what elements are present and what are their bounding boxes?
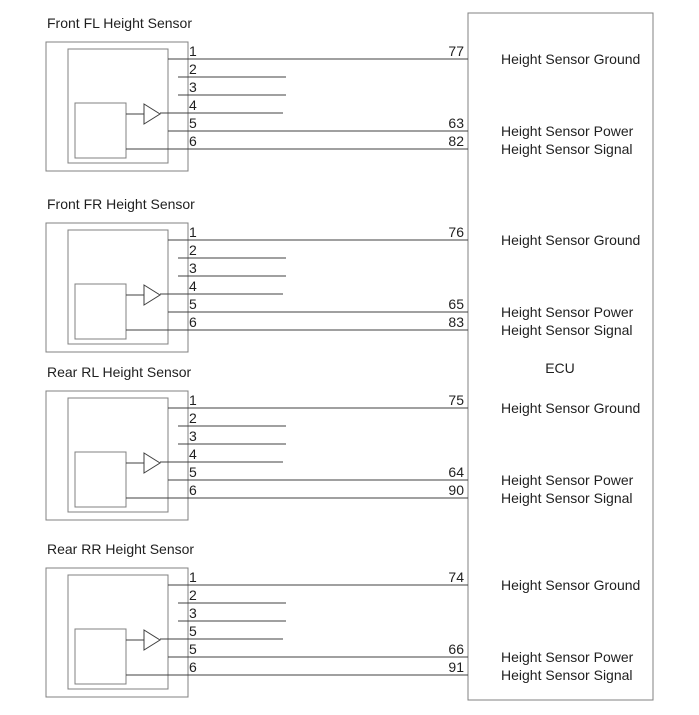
sensor-core-box: [75, 284, 126, 339]
ecu-terminal-label-ground: Height Sensor Ground: [501, 51, 641, 67]
sensor-pin-number: 3: [189, 79, 197, 95]
sensor-pin-number: 5: [189, 623, 197, 639]
sensor-pin-number: 5: [189, 641, 197, 657]
buffer-triangle-icon: [144, 285, 160, 305]
ecu-box: [468, 13, 653, 700]
ecu-terminal-label-power: Height Sensor Power: [501, 123, 634, 139]
ecu-pin-number-power: 65: [448, 296, 464, 312]
sensor-pin-number: 6: [189, 314, 197, 330]
sensor-block-front-fr-height-sensor: [46, 196, 640, 352]
sensor-title: Front FR Height Sensor: [47, 196, 195, 212]
sensor-pin-number: 1: [189, 569, 197, 585]
buffer-triangle-icon: [144, 630, 160, 650]
ecu-terminal-label-signal: Height Sensor Signal: [501, 322, 633, 338]
sensor-pin-number: 5: [189, 296, 197, 312]
sensor-pin-number: 6: [189, 482, 197, 498]
sensor-pin-number: 4: [189, 446, 197, 462]
ecu-pin-number-signal: 90: [448, 482, 464, 498]
ecu-pin-number-signal: 83: [448, 314, 464, 330]
sensor-title: Front FL Height Sensor: [47, 15, 192, 31]
sensor-pin-number: 2: [189, 242, 197, 258]
ecu-pin-number-power: 64: [448, 464, 464, 480]
ecu-pin-number-ground: 77: [448, 43, 464, 59]
sensor-block-rear-rr-height-sensor: [46, 541, 640, 697]
ecu-terminal-label-power: Height Sensor Power: [501, 649, 634, 665]
buffer-triangle-icon: [144, 453, 160, 473]
sensor-pin-number: 4: [189, 278, 197, 294]
sensor-outer-box: [46, 568, 188, 697]
sensor-inner-box: [68, 49, 168, 163]
ecu-pin-number-ground: 75: [448, 392, 464, 408]
ecu-pin-number-ground: 74: [448, 569, 464, 585]
sensor-outer-box: [46, 391, 188, 520]
sensor-outer-box: [46, 223, 188, 352]
ecu-terminal-label-power: Height Sensor Power: [501, 472, 634, 488]
buffer-triangle-icon: [144, 104, 160, 124]
sensor-pin-number: 3: [189, 605, 197, 621]
sensor-pin-number: 6: [189, 659, 197, 675]
sensor-inner-box: [68, 230, 168, 344]
sensor-core-box: [75, 629, 126, 684]
ecu-pin-number-power: 63: [448, 115, 464, 131]
sensor-title: Rear RL Height Sensor: [47, 364, 192, 380]
sensor-outer-box: [46, 42, 188, 171]
sensor-core-box: [75, 452, 126, 507]
sensor-pin-number: 1: [189, 43, 197, 59]
sensor-pin-number: 1: [189, 392, 197, 408]
ecu-terminal-label-power: Height Sensor Power: [501, 304, 634, 320]
ecu-pin-number-signal: 82: [448, 133, 464, 149]
sensor-pin-number: 2: [189, 61, 197, 77]
sensor-pin-number: 2: [189, 410, 197, 426]
sensor-inner-box: [68, 575, 168, 689]
sensor-pin-number: 2: [189, 587, 197, 603]
sensor-pin-number: 5: [189, 115, 197, 131]
ecu-pin-number-power: 66: [448, 641, 464, 657]
sensor-title: Rear RR Height Sensor: [47, 541, 195, 557]
ecu-title: ECU: [545, 360, 575, 376]
ecu-pin-number-ground: 76: [448, 224, 464, 240]
ecu-pin-number-signal: 91: [448, 659, 464, 675]
ecu-terminal-label-signal: Height Sensor Signal: [501, 490, 633, 506]
sensor-inner-box: [68, 398, 168, 512]
sensor-block-rear-rl-height-sensor: [46, 364, 640, 520]
ecu-terminal-label-ground: Height Sensor Ground: [501, 232, 641, 248]
ecu-terminal-label-ground: Height Sensor Ground: [501, 400, 641, 416]
sensor-block-front-fl-height-sensor: [46, 15, 640, 171]
ecu-terminal-label-ground: Height Sensor Ground: [501, 577, 641, 593]
sensor-pin-number: 1: [189, 224, 197, 240]
sensor-pin-number: 3: [189, 428, 197, 444]
sensor-pin-number: 4: [189, 97, 197, 113]
sensor-core-box: [75, 103, 126, 158]
sensor-pin-number: 6: [189, 133, 197, 149]
ecu-terminal-label-signal: Height Sensor Signal: [501, 141, 633, 157]
sensor-pin-number: 5: [189, 464, 197, 480]
ecu-terminal-label-signal: Height Sensor Signal: [501, 667, 633, 683]
sensor-pin-number: 3: [189, 260, 197, 276]
